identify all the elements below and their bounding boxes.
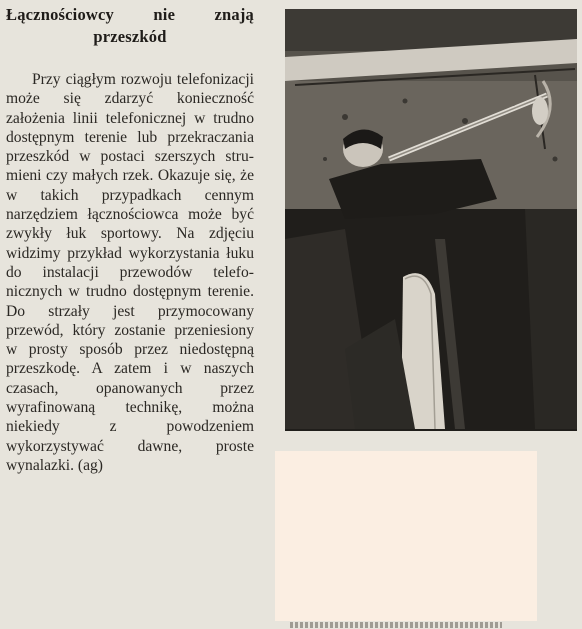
article bbox=[6, 4, 254, 475]
article-headline: Łącznościowcy nie znają przeszkód bbox=[6, 5, 254, 46]
article-body: Przy ciągłym rozwoju telefonizacji może się zdarzyć konieczność założenia linii telefonicznej w trudno dostępnym terenie lub przekraczania przeszkód w postaci szerszych strumieni czy małych rzek. Okazuje się, że w takich przypadkach cennym narzędziem łącznościowca może być zwykły łuk sportowy. Na zdjęciu widzimy przykład wykorzystania łuku do instalacji przewodów telefonicznych w trudno dostępnym terenie. Do strzały jest przymocowany przewód, który zostanie przeniesiony w prosty sposób przez niedostępną przeszkodę. A zatem i w naszych czasach, opanowanych przez wyrafinowaną technikę, można niekiedy z powodzeniem wykorzystywać dawne, proste wynalazki. (ag) bbox=[6, 71, 254, 474]
archer-photo bbox=[285, 9, 577, 431]
blank-panel bbox=[275, 451, 537, 621]
cut-off-caption-line bbox=[290, 622, 502, 628]
